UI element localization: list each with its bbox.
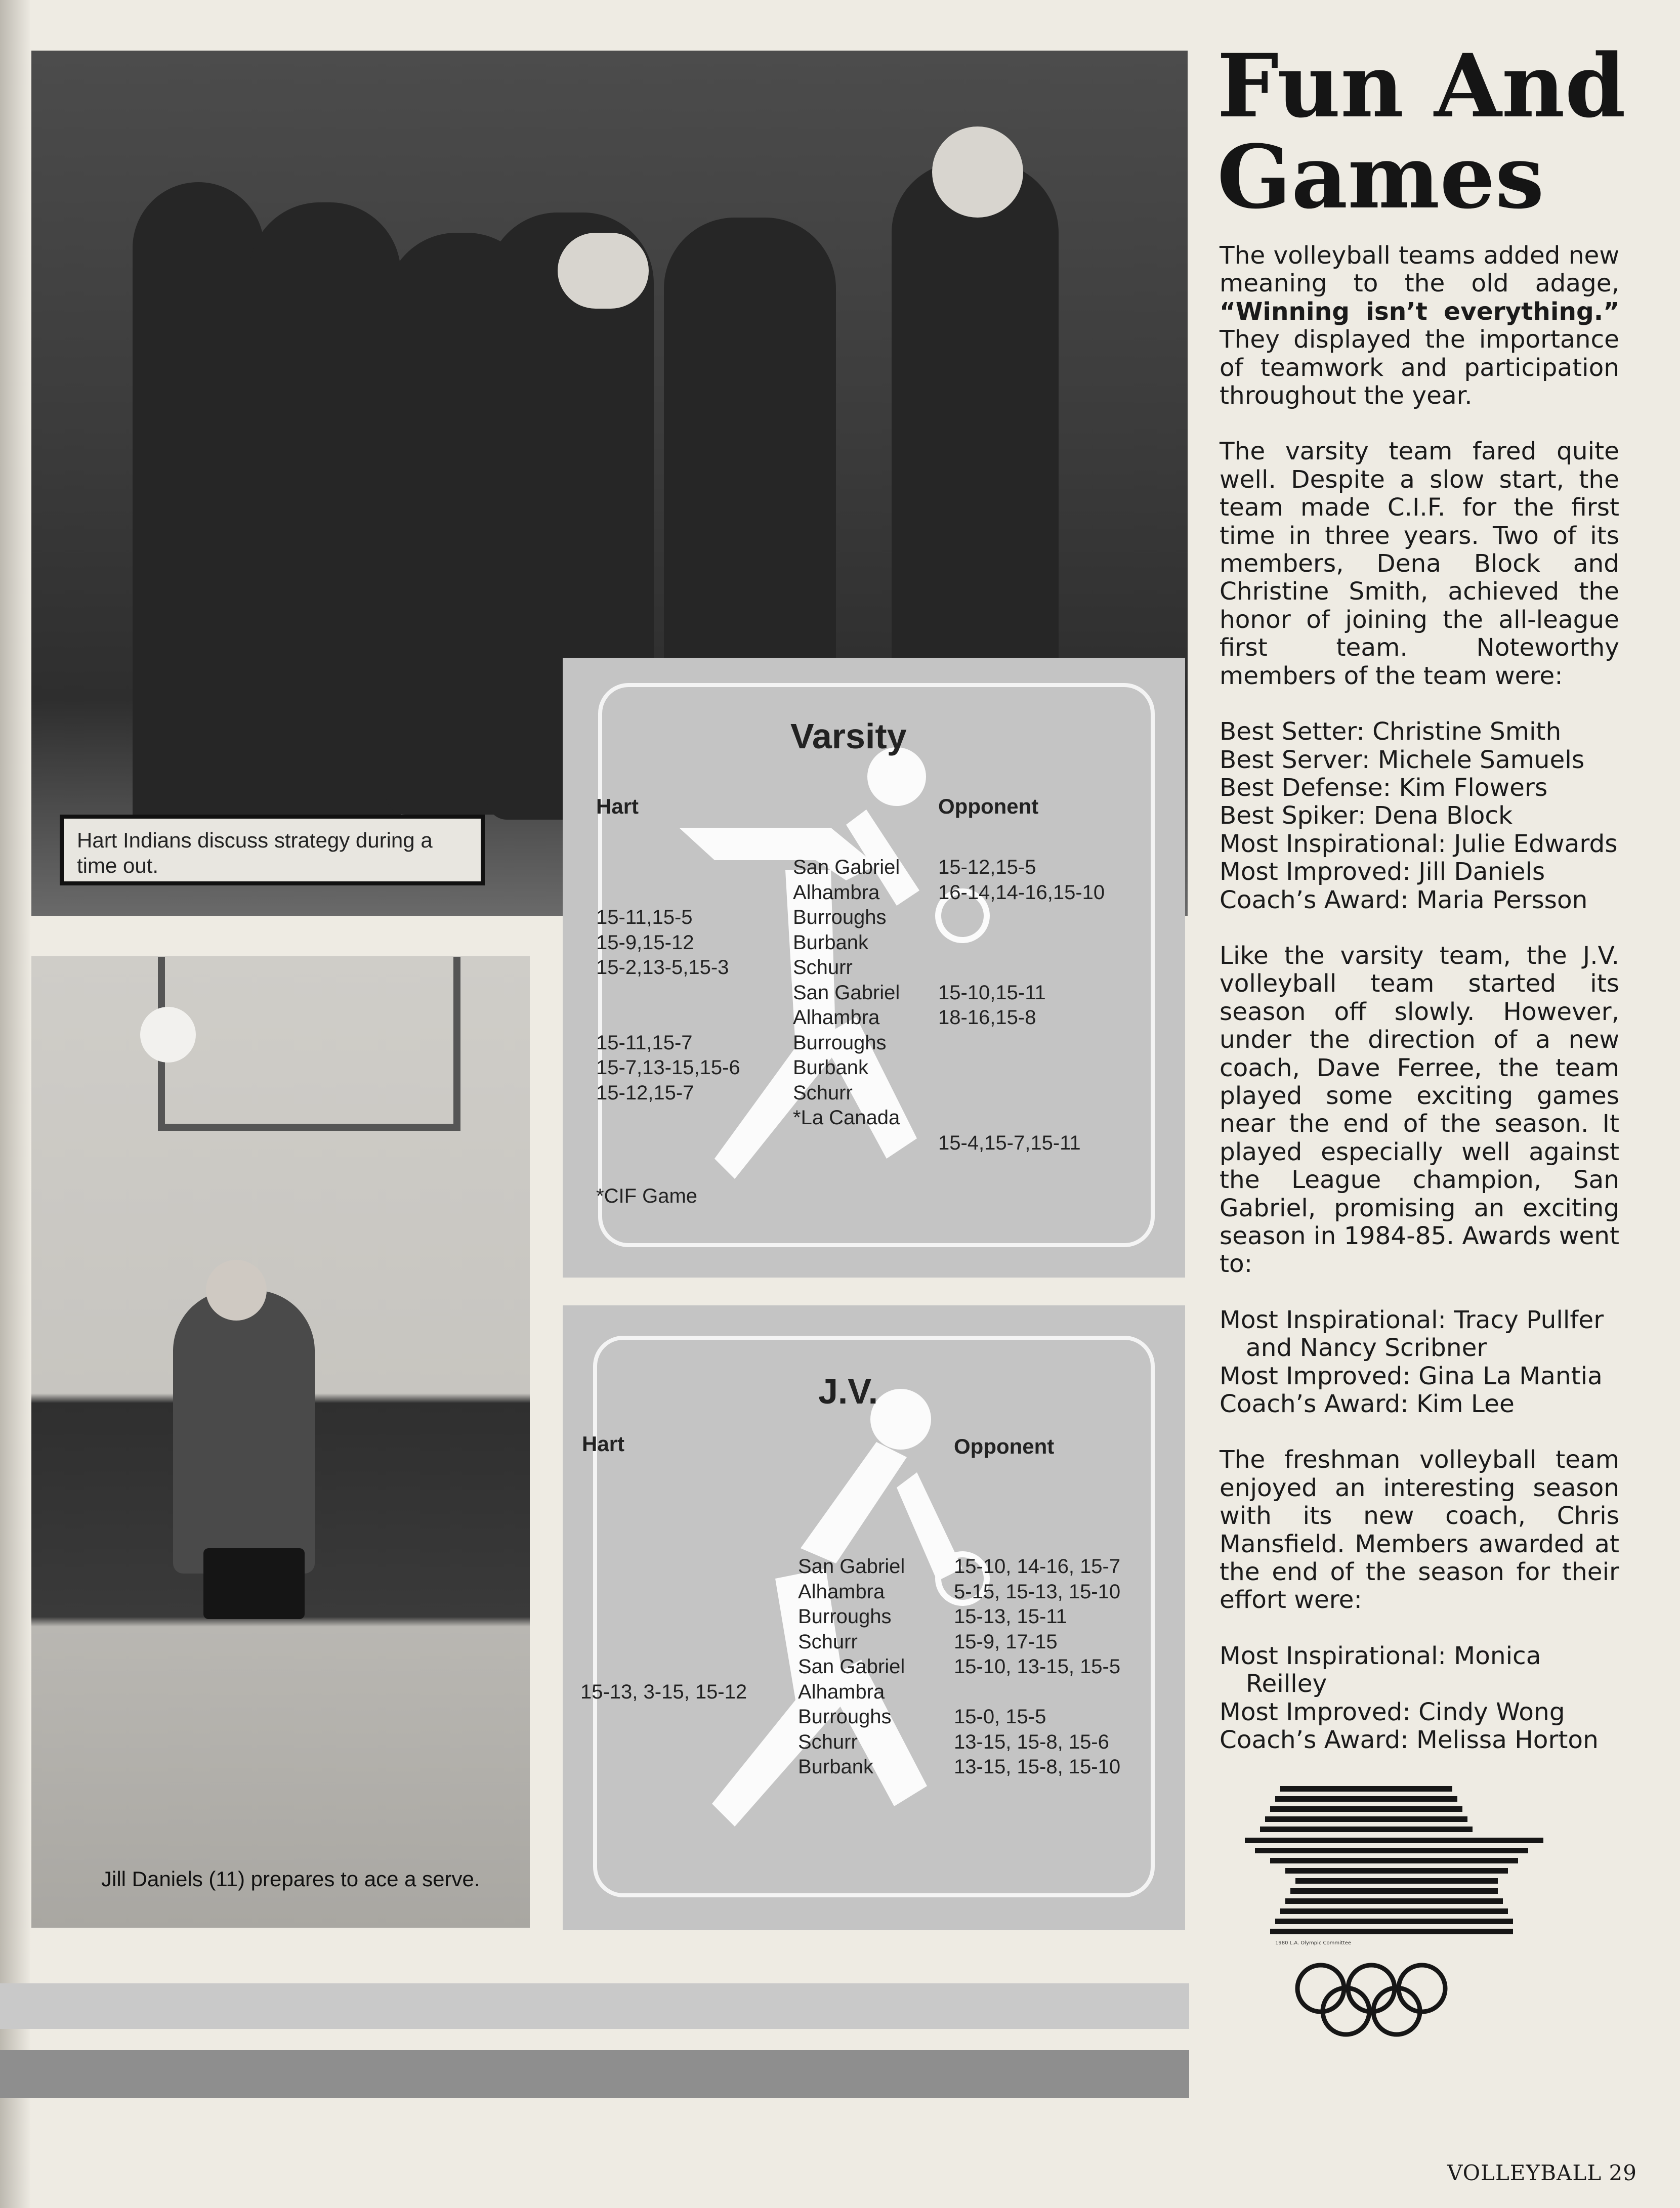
jv-opponent-teams: San Gabriel Alhambra Burroughs Schurr San Gabriel Alhambra Burroughs Schurr Burbank — [798, 1555, 905, 1778]
jv-opponent-header: Opponent — [954, 1434, 1055, 1458]
award-item: Coach’s Award: Kim Lee — [1220, 1390, 1515, 1419]
award-item: Most Improved: Gina La Mantia — [1220, 1362, 1603, 1390]
jv-title: J.V. — [818, 1372, 878, 1411]
olympic-star-logo-icon — [1245, 1781, 1559, 2044]
varsity-title: Varsity — [790, 716, 907, 756]
award-item: Best Setter: Christine Smith — [1220, 717, 1562, 746]
award-item: Most Inspirational: Tracy Pullfer and Nancy Scribner — [1220, 1305, 1604, 1363]
award-item: Most Inspirational: Monica Reilley — [1220, 1641, 1541, 1699]
article-body — [1220, 242, 1619, 1782]
server-photo — [31, 956, 530, 1928]
bottom-photo-caption: Jill Daniels (11) prepares to ace a serve. — [101, 1867, 480, 1891]
varsity-opponent-header: Opponent — [938, 794, 1039, 818]
jv-scores-panel — [563, 1305, 1185, 1930]
varsity-opponent-scores: 15-12,15-5 16-14,14-16,15-10 15-10,15-11 18-16,15-8 15-4,15-7,15-11 — [938, 856, 1105, 1154]
jv-awards-list — [1220, 1306, 1619, 1419]
freshman-awards-list — [1220, 1642, 1619, 1755]
varsity-footnote: *CIF Game — [596, 1185, 698, 1207]
varsity-hart-scores: 15-11,15-5 15-9,15-12 15-2,13-5,15-3 15-11,15-7 15-7,13-15,15-6 15-12,15-7 — [596, 906, 740, 1104]
award-item: Best Server: Michele Samuels — [1220, 745, 1585, 774]
logo-fine-print: 1980 L.A. Olympic Committee — [1275, 1940, 1352, 1946]
jv-hart-scores: 15-13, 3-15, 15-12 — [580, 1681, 747, 1703]
award-item: Most Improved: Cindy Wong — [1220, 1697, 1565, 1726]
headline-line-2: Games — [1217, 125, 1544, 228]
page-gutter — [0, 0, 30, 2208]
award-item: Most Improved: Jill Daniels — [1220, 858, 1545, 886]
article-paragraph-intro: The volleyball teams added new meaning to the old adage, “Winning isn’t everything.” They displayed the importance of teamwork and participation throughout the year. — [1220, 241, 1619, 410]
award-item: Coach’s Award: Maria Persson — [1220, 885, 1588, 914]
jv-hart-header: Hart — [582, 1432, 625, 1456]
decorative-stripe-dark — [0, 2050, 1189, 2098]
page-headline — [1217, 34, 1662, 228]
varsity-hart-header: Hart — [596, 794, 639, 818]
award-item: Best Defense: Kim Flowers — [1220, 773, 1548, 802]
varsity-opponent-teams: San Gabriel Alhambra Burroughs Burbank Schurr San Gabriel Alhambra Burroughs Burbank Schurr *La Canada — [793, 856, 900, 1129]
article-paragraph-varsity: The varsity team fared quite well. Despite a slow start, the team made C.I.F. for the first time in three years. Two of its members, Dena Block and Christine Smith, achieved the honor of joining the all-league first team. Noteworthy members of the team were: — [1220, 437, 1619, 690]
varsity-awards-list — [1220, 718, 1619, 914]
varsity-scores-panel — [563, 658, 1185, 1278]
top-photo-caption: Hart Indians discuss strategy during a time out. — [60, 815, 485, 885]
jv-opponent-scores: 15-10, 14-16, 15-7 5-15, 15-13, 15-10 15-13, 15-11 15-9, 17-15 15-10, 13-15, 15-5 15-0, 15-5 13-15, 15-8, 15-6 13-15, 15-8, 15-10 — [954, 1555, 1121, 1778]
article-paragraph-freshman: The freshman volleyball team enjoyed an interesting season with its new coach, Chris Mansfield. Members awarded at the end of the season for their effort were: — [1220, 1446, 1619, 1615]
adage-quote: “Winning isn’t everything.” — [1220, 297, 1619, 326]
decorative-stripe-light — [0, 1983, 1189, 2029]
award-item: Most Inspirational: Julie Edwards — [1220, 829, 1618, 858]
headline-line-1: Fun And — [1217, 34, 1626, 137]
award-item: Best Spiker: Dena Block — [1220, 801, 1513, 830]
page-folio: VOLLEYBALL 29 — [1447, 2160, 1637, 2185]
article-paragraph-jv: Like the varsity team, the J.V. volleyball team started its season off slowly. However, under the direction of a new coach, Dave Ferree, the team played some exciting games near the end of the season. It played especially well against the League champion, San Gabriel, promising an exciting season in 1984-85. Awards went to: — [1220, 941, 1619, 1279]
award-item: Coach’s Award: Melissa Horton — [1220, 1726, 1599, 1755]
